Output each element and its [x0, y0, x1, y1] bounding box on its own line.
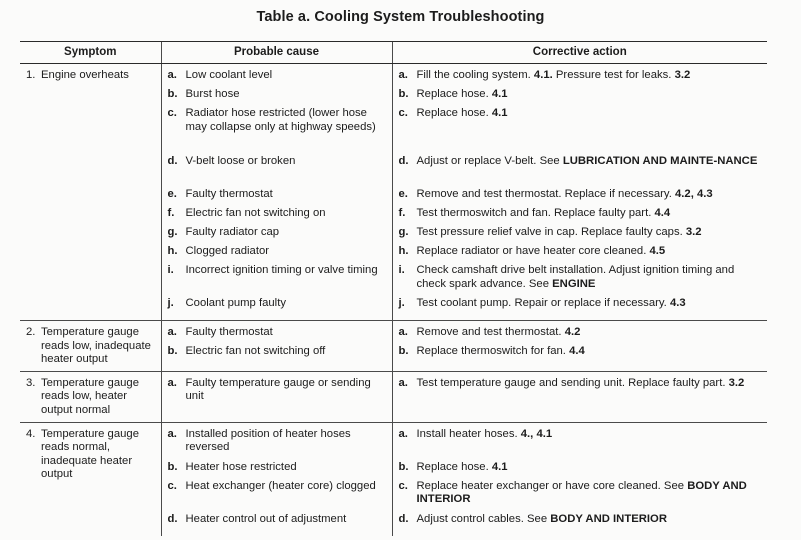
section-reference: 4.4 — [569, 345, 585, 357]
section-reference: 4.1 — [491, 88, 508, 100]
action-letter: b. — [398, 345, 409, 357]
action-text — [417, 264, 762, 295]
action-item — [399, 207, 762, 224]
symptom-cell — [20, 321, 161, 372]
action-description-extra: Pressure test for leaks. — [555, 69, 675, 81]
symptom-cell — [20, 64, 161, 321]
symptom-number: 2. — [26, 326, 36, 338]
action-item — [399, 377, 762, 408]
cause-item — [168, 428, 386, 459]
action-letter: h. — [398, 245, 409, 257]
cause-letter: c. — [167, 479, 177, 492]
action-item — [399, 264, 762, 295]
section-reference: ENGINE — [552, 277, 596, 290]
symptom-number: 4. — [26, 427, 36, 440]
action-description: Install heater hoses. — [416, 427, 521, 440]
action-item — [399, 69, 762, 86]
symptom-text: Engine overheats — [41, 69, 129, 81]
cause-item — [168, 326, 386, 343]
action-text — [417, 428, 762, 459]
action-text — [417, 88, 762, 105]
action-description: Remove and test thermostat. — [416, 326, 565, 338]
cause-letter: j. — [167, 297, 174, 309]
action-letter: a. — [398, 376, 408, 389]
symptom — [26, 377, 155, 418]
action-description: Replace radiator or have heater core cleaned. — [416, 245, 650, 257]
action-text — [417, 188, 762, 205]
cause-text: Faulty radiator cap — [185, 226, 280, 238]
section-reference: 4.2 — [564, 326, 581, 338]
cause-item — [168, 264, 386, 295]
cause-letter: f. — [167, 207, 175, 219]
action-item — [399, 297, 762, 314]
section-reference: 4.1. — [533, 69, 556, 81]
action-item — [399, 245, 762, 262]
cause-item — [168, 377, 386, 408]
cause-item — [168, 69, 386, 86]
action-text — [417, 207, 762, 224]
symptom-number: 3. — [26, 376, 36, 389]
action-text — [417, 377, 762, 408]
action-description: Test temperature gauge and sending unit. Replace faulty part. — [416, 376, 729, 389]
cause-text: Low coolant level — [185, 69, 273, 81]
section-reference: 4., 4.1 — [520, 427, 553, 440]
table-row — [20, 422, 767, 536]
table-row — [20, 64, 767, 321]
action-description: Test pressure relief valve in cap. Replace faulty caps. — [416, 226, 686, 238]
action-letter: d. — [398, 155, 409, 167]
action-letter: b. — [398, 460, 409, 473]
action-item — [399, 326, 762, 343]
cause-item — [168, 461, 386, 478]
action-text — [417, 155, 762, 186]
cause-item — [168, 513, 386, 530]
cause-item — [168, 107, 386, 153]
symptom — [26, 428, 155, 482]
action-letter: i. — [398, 264, 405, 276]
action-item — [399, 345, 762, 362]
header-probable-cause: Probable cause — [161, 42, 392, 64]
cause-text: Heater control out of adjustment — [185, 512, 347, 525]
cause-letter: b. — [167, 88, 178, 100]
action-item — [399, 88, 762, 105]
cause-text: Faulty thermostat — [185, 188, 273, 200]
cause-letter: a. — [167, 326, 177, 338]
action-item — [399, 226, 762, 243]
troubleshooting-table — [20, 41, 767, 536]
section-reference: 3.2 — [685, 226, 702, 238]
action-text — [417, 461, 762, 478]
cause-letter: g. — [167, 226, 178, 238]
cause-letter: d. — [167, 512, 178, 525]
cause-item — [168, 188, 386, 205]
action-description: Check camshaft drive belt installation. Adjust ignition timing and check spark advance. See — [416, 264, 735, 290]
symptom-text: Temperature gauge reads low, heater output normal — [41, 376, 139, 416]
action-text — [417, 226, 762, 243]
cause-letter: a. — [167, 69, 177, 81]
section-reference: LUBRICATION AND MAINTE-NANCE — [562, 155, 758, 167]
cause-letter: b. — [167, 460, 178, 473]
action-text — [417, 345, 762, 362]
section-reference: 4.1 — [491, 460, 508, 473]
action-item — [399, 480, 762, 511]
action-description: Remove and test thermostat. Replace if necessary. — [416, 188, 675, 200]
cause-item — [168, 297, 386, 314]
action-item — [399, 461, 762, 478]
header-row — [20, 42, 767, 64]
action-description: Test coolant pump. Repair or replace if necessary. — [416, 297, 670, 309]
action-letter: b. — [398, 88, 409, 100]
action-cell — [392, 64, 767, 321]
header-corrective-action: Corrective action — [392, 42, 767, 64]
action-text — [417, 297, 762, 314]
cause-cell — [161, 321, 392, 372]
cause-letter: a. — [167, 376, 177, 389]
symptom-cell — [20, 422, 161, 536]
cause-text: Installed position of heater hoses reversed — [185, 427, 351, 454]
cause-text: Radiator hose restricted (lower hose may collapse only at highway speeds) — [185, 107, 376, 133]
symptom — [26, 326, 155, 367]
section-reference: BODY AND INTERIOR — [550, 512, 668, 525]
cause-text: V-belt loose or broken — [185, 155, 296, 167]
cause-item — [168, 345, 386, 362]
table-title: Table a. Cooling System Troubleshooting — [256, 9, 545, 25]
action-description: Replace heater exchanger or have core cleaned. See — [416, 479, 688, 492]
action-letter: a. — [398, 326, 408, 338]
action-description: Replace hose. — [416, 107, 492, 119]
section-reference: 4.1 — [491, 107, 508, 119]
cause-item — [168, 155, 386, 186]
action-description: Fill the cooling system. — [416, 69, 534, 81]
section-reference-extra: 3.2 — [674, 69, 691, 81]
cause-item — [168, 226, 386, 243]
section-reference: 4.5 — [649, 245, 666, 257]
action-description: Replace thermoswitch for fan. — [416, 345, 570, 357]
cause-letter: h. — [167, 245, 178, 257]
cause-letter: c. — [167, 107, 177, 119]
action-cell — [392, 371, 767, 422]
section-reference: 4.4 — [654, 207, 671, 219]
cause-text: Electric fan not switching on — [185, 207, 326, 219]
action-item — [399, 188, 762, 205]
table-row — [20, 371, 767, 422]
section-reference: 4.2, 4.3 — [674, 188, 713, 200]
header-symptom: Symptom — [20, 42, 161, 64]
action-letter: d. — [398, 512, 409, 525]
cause-text: Electric fan not switching off — [185, 345, 326, 357]
action-letter: a. — [398, 427, 408, 440]
action-description: Adjust control cables. See — [416, 512, 551, 525]
action-text — [417, 513, 762, 530]
action-text — [417, 480, 762, 511]
action-item — [399, 513, 762, 530]
cause-text: Heater hose restricted — [185, 460, 297, 473]
action-description: Adjust or replace V-belt. See — [416, 155, 563, 167]
cause-text: Faulty thermostat — [185, 326, 273, 338]
action-description: Replace hose. — [416, 88, 492, 100]
action-item — [399, 428, 762, 459]
cause-text: Heat exchanger (heater core) clogged — [185, 479, 376, 492]
action-letter: j. — [398, 297, 405, 309]
cause-letter: e. — [167, 188, 177, 200]
cause-item — [168, 480, 386, 511]
action-description: Replace hose. — [416, 460, 492, 473]
cause-letter: i. — [167, 264, 174, 276]
action-item — [399, 107, 762, 153]
cause-letter: d. — [167, 155, 178, 167]
cause-cell — [161, 64, 392, 321]
action-cell — [392, 422, 767, 536]
symptom-cell — [20, 371, 161, 422]
cause-text: Faulty temperature gauge or sending unit — [185, 376, 371, 403]
section-reference: 3.2 — [728, 376, 745, 389]
cause-letter: a. — [167, 427, 177, 440]
cause-text: Burst hose — [185, 88, 240, 100]
cause-cell — [161, 422, 392, 536]
action-letter: f. — [398, 207, 406, 219]
action-cell — [392, 321, 767, 372]
action-item — [399, 155, 762, 186]
cause-item — [168, 207, 386, 224]
symptom-text: Temperature gauge reads normal, inadequate heater output — [41, 427, 139, 481]
cause-letter: b. — [167, 345, 178, 357]
symptom — [26, 69, 155, 83]
cause-text: Clogged radiator — [185, 245, 270, 257]
cause-text: Coolant pump faulty — [185, 297, 286, 309]
action-text — [417, 107, 762, 153]
cause-item — [168, 245, 386, 262]
table-row — [20, 321, 767, 372]
action-letter: c. — [398, 479, 408, 492]
action-text — [417, 69, 762, 86]
action-letter: e. — [398, 188, 408, 200]
cause-text: Incorrect ignition timing or valve timing — [185, 264, 378, 276]
section-reference: BODY AND INTERIOR — [416, 479, 747, 506]
action-text — [417, 245, 762, 262]
symptom-number: 1. — [26, 69, 36, 81]
symptom-text: Temperature gauge reads low, inadequate heater output — [41, 326, 151, 366]
action-letter: a. — [398, 69, 408, 81]
action-letter: g. — [398, 226, 409, 238]
action-description: Test thermoswitch and fan. Replace faulty part. — [416, 207, 655, 219]
action-text — [417, 326, 762, 343]
cause-cell — [161, 371, 392, 422]
action-letter: c. — [398, 107, 408, 119]
cause-item — [168, 88, 386, 105]
section-reference: 4.3 — [669, 297, 686, 309]
